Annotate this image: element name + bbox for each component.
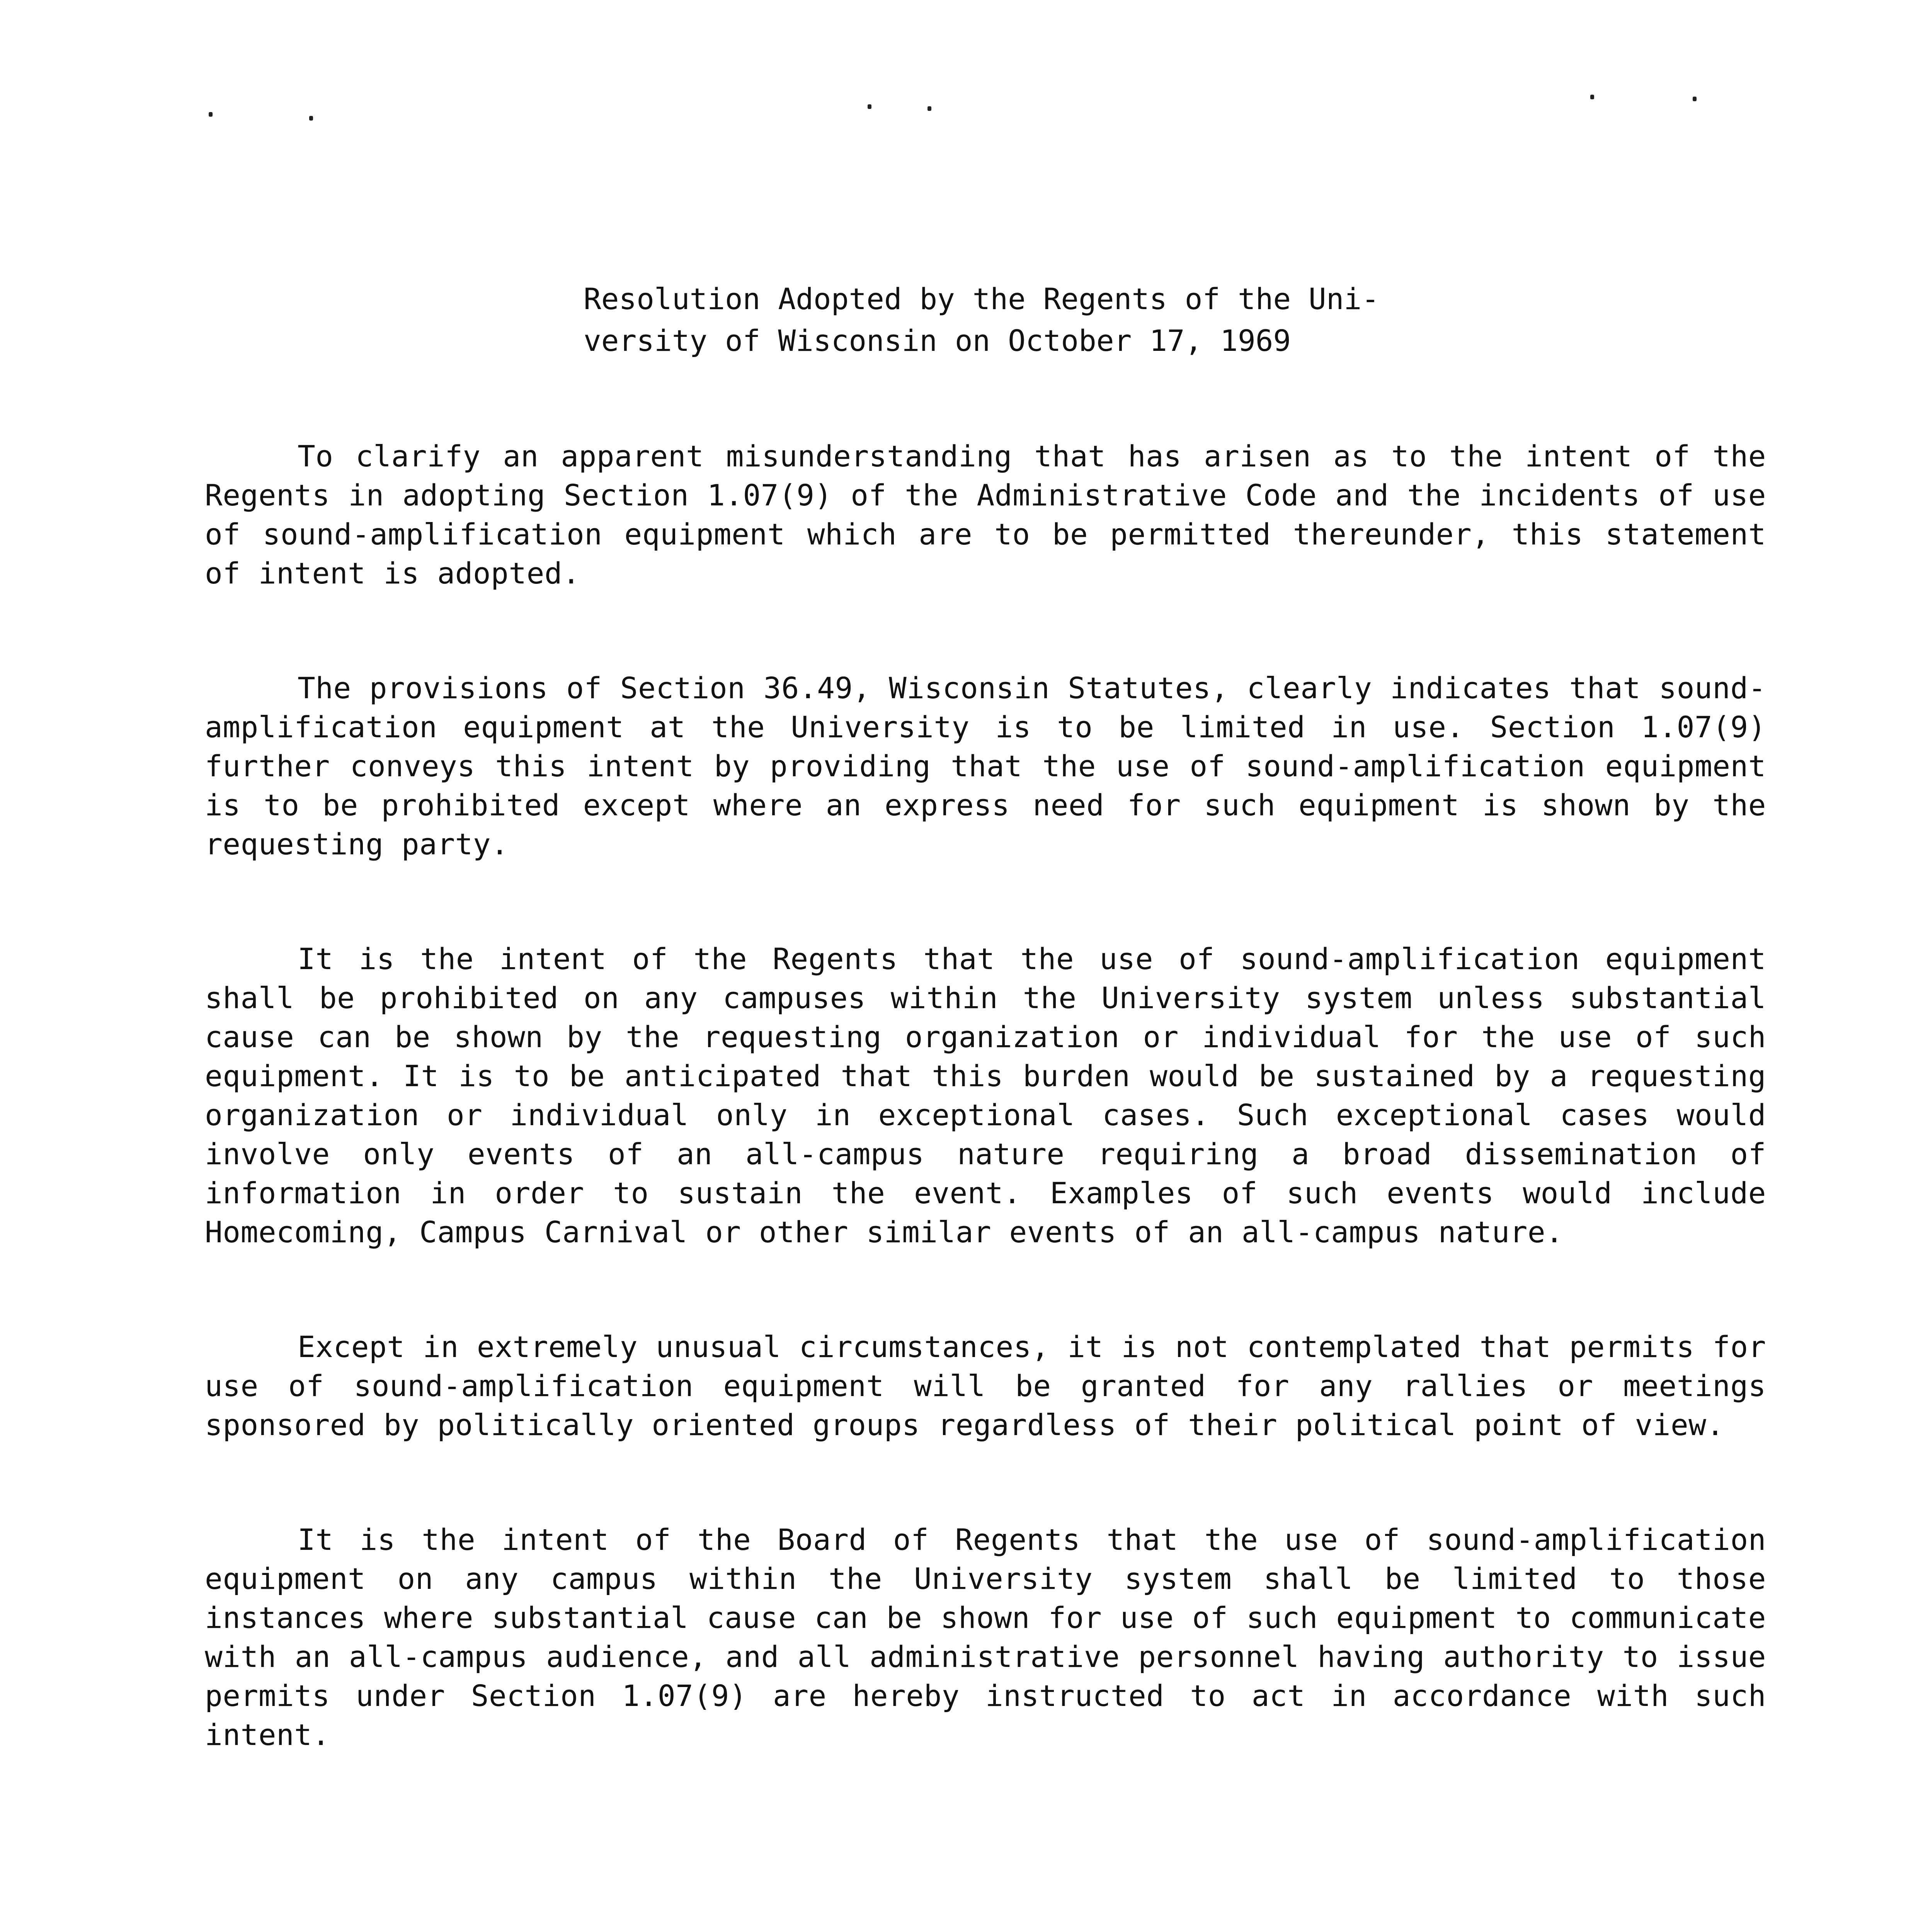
scan-speck bbox=[927, 106, 931, 111]
paragraph-board-instruction: It is the intent of the Board of Regents that the use of sound-amplification equipment on any campus within the University system shall be limited to those instances where substantial cause can be shown for use of such equipment to communicate with an all-campus audience, and all administrative personnel having authority to issue permits under Section 1.07(9) are hereby instructed to act in accordance with such intent. bbox=[205, 1522, 1766, 1752]
document-body bbox=[205, 437, 1766, 1830]
scan-speck bbox=[309, 116, 313, 121]
paragraph-intent-clarification: To clarify an apparent misunderstanding that has arisen as to the intent of the Regents in adopting Section 1.07(9) of the Administrative Code and the incidents of use of sound-amplification equipment which are to be permitted thereunder, this statement of intent is adopted. bbox=[205, 439, 1766, 590]
paragraph-political-groups: Except in extremely unusual circumstances, it is not contemplated that permits for use of sound-amplification equipment will be granted for any rallies or meetings sponsored by politically oriented groups regardless of their political point of view. bbox=[205, 1330, 1766, 1442]
scan-speck bbox=[1693, 97, 1697, 101]
scan-speck bbox=[1590, 95, 1594, 99]
paragraph-prohibition-intent: It is the intent of the Regents that the use of sound-amplification equipment shall be prohibited on any campuses within the University system unless substantial cause can be shown by the requesting organization or individual for the use of such equipment. It is to be anticipated that this burden would be sustained by a requesting organization or individual only in exceptional cases. Such exceptional cases would involve only events of an all-campus nature requiring a broad dissemination of information in order to sustain the event. Examples of such events would include Homecoming, Campus Carnival or other similar events of an all-campus nature. bbox=[205, 942, 1766, 1249]
scan-speck bbox=[209, 112, 213, 117]
paragraph-statute-provisions: The provisions of Section 36.49, Wisconsin Statutes, clearly indicates that sound-amplification equipment at the University is to be limited in use. Section 1.07(9) further conveys this intent by providing that the use of sound-amplification equipment is to be prohibited except where an express need for such equipment is shown by the requesting party. bbox=[205, 671, 1766, 861]
document-title: Resolution Adopted by the Regents of the Uni- versity of Wisconsin on October 17, 1969 bbox=[584, 282, 1380, 358]
scan-speck bbox=[868, 104, 871, 109]
